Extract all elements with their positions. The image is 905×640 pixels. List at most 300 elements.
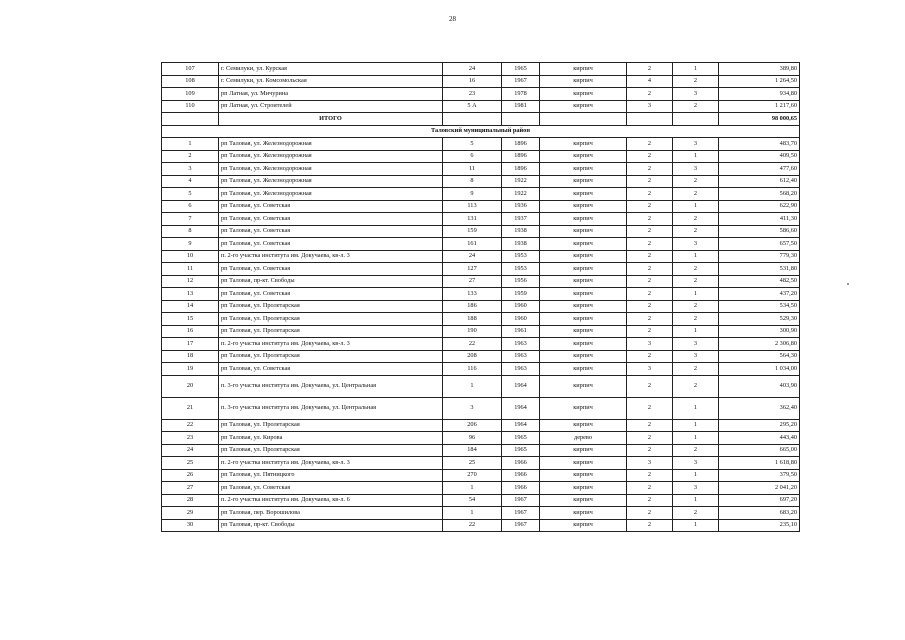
table-row bbox=[162, 263, 800, 276]
house-number-cell: 9 bbox=[443, 188, 502, 201]
house-number-cell: 54 bbox=[443, 494, 502, 507]
wall-material-cell: кирпич bbox=[540, 494, 627, 507]
wall-material-cell: кирпич bbox=[540, 507, 627, 520]
address-cell: рп Таловая, ул. Советская bbox=[219, 238, 443, 251]
wall-material-cell: кирпич bbox=[540, 519, 627, 532]
address-cell: рп Таловая, ул. Железнодорожная bbox=[219, 150, 443, 163]
address-cell: г. Семилуки, ул. Комсомольская bbox=[219, 75, 443, 88]
house-number-cell: 127 bbox=[443, 263, 502, 276]
entrances-cell: 2 bbox=[673, 363, 719, 376]
table-row bbox=[162, 63, 800, 76]
floors-cell: 2 bbox=[627, 263, 673, 276]
row-number: 16 bbox=[162, 325, 219, 338]
wall-material-cell: кирпич bbox=[540, 175, 627, 188]
floors-cell: 2 bbox=[627, 300, 673, 313]
year-built-cell: 1896 bbox=[502, 163, 540, 176]
floors-cell: 2 bbox=[627, 238, 673, 251]
area-cell: 622,90 bbox=[719, 200, 800, 213]
year-built-cell: 1964 bbox=[502, 419, 540, 432]
table-row bbox=[162, 75, 800, 88]
year-built-cell: 1960 bbox=[502, 313, 540, 326]
section-title: Таловский муниципальный район bbox=[162, 125, 800, 138]
year-built-cell: 1953 bbox=[502, 263, 540, 276]
house-number-cell: 96 bbox=[443, 432, 502, 445]
house-number-cell: 190 bbox=[443, 325, 502, 338]
address-cell: рп Таловая, ул. Советская bbox=[219, 288, 443, 301]
wall-material-cell: кирпич bbox=[540, 163, 627, 176]
wall-material-cell: кирпич bbox=[540, 350, 627, 363]
year-built-cell: 1936 bbox=[502, 200, 540, 213]
row-number: 107 bbox=[162, 63, 219, 76]
table-row bbox=[162, 188, 800, 201]
house-number-cell: 5 bbox=[443, 138, 502, 151]
wall-material-cell: кирпич bbox=[540, 238, 627, 251]
year-built-cell: 1922 bbox=[502, 188, 540, 201]
floors-cell: 2 bbox=[627, 250, 673, 263]
entrances-cell: 1 bbox=[673, 397, 719, 419]
address-cell: п. 2-го участка института им. Докучаева, кв-л. 3 bbox=[219, 457, 443, 470]
entrances-cell: 3 bbox=[673, 88, 719, 101]
floors-cell: 2 bbox=[627, 63, 673, 76]
address-cell: рп Таловая, ул. Советская bbox=[219, 200, 443, 213]
entrances-cell: 2 bbox=[673, 188, 719, 201]
house-number-cell: 133 bbox=[443, 288, 502, 301]
wall-material-cell: кирпич bbox=[540, 457, 627, 470]
row-number: 27 bbox=[162, 482, 219, 495]
wall-material-cell: кирпич bbox=[540, 250, 627, 263]
area-cell: 389,80 bbox=[719, 63, 800, 76]
year-built-cell: 1956 bbox=[502, 275, 540, 288]
house-number-cell: 11 bbox=[443, 163, 502, 176]
address-cell: рп Таловая, ул. Кирова bbox=[219, 432, 443, 445]
address-cell: рп Таловая, ул. Советская bbox=[219, 263, 443, 276]
year-built-cell: 1967 bbox=[502, 519, 540, 532]
table-row bbox=[162, 494, 800, 507]
area-cell: 443,40 bbox=[719, 432, 800, 445]
house-number-cell: 1 bbox=[443, 375, 502, 397]
row-number: 24 bbox=[162, 444, 219, 457]
entrances-cell: 1 bbox=[673, 469, 719, 482]
section-header-row bbox=[162, 125, 800, 138]
area-cell: 1 034,00 bbox=[719, 363, 800, 376]
entrances-cell: 2 bbox=[673, 313, 719, 326]
total-row bbox=[162, 113, 800, 126]
row-number: 29 bbox=[162, 507, 219, 520]
area-cell: 934,80 bbox=[719, 88, 800, 101]
area-cell: 2 306,80 bbox=[719, 338, 800, 351]
entrances-cell: 2 bbox=[673, 100, 719, 113]
table-row bbox=[162, 363, 800, 376]
year-built-cell: 1978 bbox=[502, 88, 540, 101]
year-built-cell: 1922 bbox=[502, 175, 540, 188]
address-cell: рп Таловая, ул. Пятницкого bbox=[219, 469, 443, 482]
address-cell: рп Таловая, ул. Железнодорожная bbox=[219, 163, 443, 176]
entrances-cell: 3 bbox=[673, 163, 719, 176]
year-built-cell: 1963 bbox=[502, 338, 540, 351]
wall-material-cell: кирпич bbox=[540, 325, 627, 338]
table-row bbox=[162, 238, 800, 251]
area-cell: 362,40 bbox=[719, 397, 800, 419]
house-number-cell: 270 bbox=[443, 469, 502, 482]
entrances-cell: 2 bbox=[673, 225, 719, 238]
row-number: 109 bbox=[162, 88, 219, 101]
wall-material-cell: кирпич bbox=[540, 263, 627, 276]
address-cell: рп Таловая, ул. Советская bbox=[219, 225, 443, 238]
floors-cell: 2 bbox=[627, 138, 673, 151]
entrances-cell: 2 bbox=[673, 507, 719, 520]
year-built-cell: 1981 bbox=[502, 100, 540, 113]
area-cell: 1 217,60 bbox=[719, 100, 800, 113]
floors-cell: 2 bbox=[627, 469, 673, 482]
year-built-cell: 1965 bbox=[502, 444, 540, 457]
address-cell: п. 2-го участка института им. Докучаева, кв-л. 6 bbox=[219, 494, 443, 507]
wall-material-cell: кирпич bbox=[540, 469, 627, 482]
wall-material-cell: кирпич bbox=[540, 397, 627, 419]
house-number-cell: 6 bbox=[443, 150, 502, 163]
entrances-cell: 2 bbox=[673, 263, 719, 276]
wall-material-cell: кирпич bbox=[540, 138, 627, 151]
housing-register-table bbox=[161, 62, 800, 532]
year-built-cell: 1967 bbox=[502, 507, 540, 520]
row-number: 30 bbox=[162, 519, 219, 532]
area-cell: 409,50 bbox=[719, 150, 800, 163]
row-number: 11 bbox=[162, 263, 219, 276]
page-number: 28 bbox=[449, 15, 456, 23]
address-cell: г. Семилуки, ул. Курская bbox=[219, 63, 443, 76]
row-number: 28 bbox=[162, 494, 219, 507]
total-label: ИТОГО bbox=[219, 113, 443, 126]
table-row bbox=[162, 397, 800, 419]
floors-cell: 3 bbox=[627, 363, 673, 376]
entrances-cell: 2 bbox=[673, 375, 719, 397]
entrances-cell: 1 bbox=[673, 432, 719, 445]
address-cell: п. 3-го участка института им. Докучаева, ул. Центральная bbox=[219, 397, 443, 419]
entrances-cell: 3 bbox=[673, 238, 719, 251]
row-number: 9 bbox=[162, 238, 219, 251]
house-number-cell: 24 bbox=[443, 63, 502, 76]
row-number: 5 bbox=[162, 188, 219, 201]
house-number-cell: 5 А bbox=[443, 100, 502, 113]
floors-cell: 3 bbox=[627, 338, 673, 351]
floors-cell: 2 bbox=[627, 163, 673, 176]
address-cell: рп Таловая, ул. Железнодорожная bbox=[219, 138, 443, 151]
area-cell: 586,60 bbox=[719, 225, 800, 238]
area-cell: 235,10 bbox=[719, 519, 800, 532]
table-body-talovsky-district bbox=[162, 138, 800, 532]
house-number-cell: 206 bbox=[443, 419, 502, 432]
wall-material-cell: кирпич bbox=[540, 275, 627, 288]
table-row bbox=[162, 175, 800, 188]
table-total-block bbox=[162, 113, 800, 138]
year-built-cell: 1961 bbox=[502, 325, 540, 338]
area-cell: 1 618,80 bbox=[719, 457, 800, 470]
house-number-cell: 22 bbox=[443, 519, 502, 532]
table-row bbox=[162, 469, 800, 482]
entrances-cell: 2 bbox=[673, 75, 719, 88]
row-number: 110 bbox=[162, 100, 219, 113]
row-number: 14 bbox=[162, 300, 219, 313]
row-number: 12 bbox=[162, 275, 219, 288]
floors-cell: 2 bbox=[627, 419, 673, 432]
year-built-cell: 1896 bbox=[502, 150, 540, 163]
house-number-cell: 116 bbox=[443, 363, 502, 376]
wall-material-cell: кирпич bbox=[540, 419, 627, 432]
area-cell: 531,80 bbox=[719, 263, 800, 276]
entrances-cell: 2 bbox=[673, 444, 719, 457]
row-number: 26 bbox=[162, 469, 219, 482]
scan-speck bbox=[847, 283, 849, 285]
entrances-cell: 2 bbox=[673, 175, 719, 188]
year-built-cell: 1953 bbox=[502, 250, 540, 263]
table-row bbox=[162, 519, 800, 532]
row-number: 1 bbox=[162, 138, 219, 151]
floors-cell: 3 bbox=[627, 457, 673, 470]
floors-cell: 2 bbox=[627, 200, 673, 213]
area-cell: 483,70 bbox=[719, 138, 800, 151]
address-cell: рп Таловая, ул. Пролетарская bbox=[219, 313, 443, 326]
address-cell: рп Таловая, пр-кт. Свободы bbox=[219, 275, 443, 288]
house-number-cell: 184 bbox=[443, 444, 502, 457]
row-number: 8 bbox=[162, 225, 219, 238]
address-cell: рп Таловая, ул. Советская bbox=[219, 363, 443, 376]
table-row bbox=[162, 457, 800, 470]
year-built-cell: 1966 bbox=[502, 482, 540, 495]
house-number-cell: 208 bbox=[443, 350, 502, 363]
row-number: 6 bbox=[162, 200, 219, 213]
area-cell: 529,30 bbox=[719, 313, 800, 326]
row-number: 13 bbox=[162, 288, 219, 301]
area-cell: 657,50 bbox=[719, 238, 800, 251]
floors-cell: 2 bbox=[627, 432, 673, 445]
house-number-cell: 3 bbox=[443, 397, 502, 419]
row-number: 3 bbox=[162, 163, 219, 176]
area-cell: 612,40 bbox=[719, 175, 800, 188]
year-built-cell: 1967 bbox=[502, 75, 540, 88]
floors-cell: 2 bbox=[627, 397, 673, 419]
wall-material-cell: дерево bbox=[540, 432, 627, 445]
entrances-cell: 2 bbox=[673, 300, 719, 313]
year-built-cell: 1959 bbox=[502, 288, 540, 301]
floors-cell: 2 bbox=[627, 88, 673, 101]
table-row bbox=[162, 419, 800, 432]
house-number-cell: 188 bbox=[443, 313, 502, 326]
area-cell: 300,90 bbox=[719, 325, 800, 338]
row-number: 4 bbox=[162, 175, 219, 188]
floors-cell: 2 bbox=[627, 519, 673, 532]
wall-material-cell: кирпич bbox=[540, 63, 627, 76]
entrances-cell: 3 bbox=[673, 138, 719, 151]
area-cell: 1 264,50 bbox=[719, 75, 800, 88]
address-cell: рп Таловая, ул. Пролетарская bbox=[219, 350, 443, 363]
entrances-cell: 2 bbox=[673, 213, 719, 226]
table-row bbox=[162, 100, 800, 113]
table-row bbox=[162, 444, 800, 457]
year-built-cell: 1964 bbox=[502, 397, 540, 419]
row-number: 25 bbox=[162, 457, 219, 470]
table-body-previous-district bbox=[162, 63, 800, 113]
table-row bbox=[162, 250, 800, 263]
row-number: 10 bbox=[162, 250, 219, 263]
floors-cell: 2 bbox=[627, 213, 673, 226]
area-cell: 534,50 bbox=[719, 300, 800, 313]
address-cell: рп Таловая, ул. Железнодорожная bbox=[219, 188, 443, 201]
area-cell: 568,20 bbox=[719, 188, 800, 201]
wall-material-cell: кирпич bbox=[540, 338, 627, 351]
row-number: 17 bbox=[162, 338, 219, 351]
row-number: 108 bbox=[162, 75, 219, 88]
table-row bbox=[162, 163, 800, 176]
house-number-cell: 159 bbox=[443, 225, 502, 238]
entrances-cell: 1 bbox=[673, 150, 719, 163]
wall-material-cell: кирпич bbox=[540, 363, 627, 376]
area-cell: 683,20 bbox=[719, 507, 800, 520]
floors-cell: 2 bbox=[627, 275, 673, 288]
table-row bbox=[162, 432, 800, 445]
table-row bbox=[162, 338, 800, 351]
house-number-cell: 1 bbox=[443, 482, 502, 495]
table-row bbox=[162, 313, 800, 326]
entrances-cell: 2 bbox=[673, 275, 719, 288]
wall-material-cell: кирпич bbox=[540, 313, 627, 326]
floors-cell: 4 bbox=[627, 75, 673, 88]
floors-cell: 2 bbox=[627, 494, 673, 507]
address-cell: рп Таловая, ул. Пролетарская bbox=[219, 419, 443, 432]
wall-material-cell: кирпич bbox=[540, 375, 627, 397]
address-cell: рп Таловая, пер. Ворошилова bbox=[219, 507, 443, 520]
address-cell: рп Таловая, ул. Пролетарская bbox=[219, 444, 443, 457]
address-cell: рп Таловая, ул. Советская bbox=[219, 482, 443, 495]
floors-cell: 2 bbox=[627, 313, 673, 326]
table-row bbox=[162, 213, 800, 226]
row-number: 2 bbox=[162, 150, 219, 163]
row-number: 18 bbox=[162, 350, 219, 363]
house-number-cell: 8 bbox=[443, 175, 502, 188]
area-cell: 2 041,20 bbox=[719, 482, 800, 495]
area-cell: 379,50 bbox=[719, 469, 800, 482]
floors-cell: 2 bbox=[627, 175, 673, 188]
year-built-cell: 1938 bbox=[502, 225, 540, 238]
row-number: 19 bbox=[162, 363, 219, 376]
wall-material-cell: кирпич bbox=[540, 300, 627, 313]
area-cell: 697,20 bbox=[719, 494, 800, 507]
wall-material-cell: кирпич bbox=[540, 225, 627, 238]
house-number-cell: 131 bbox=[443, 213, 502, 226]
area-cell: 295,20 bbox=[719, 419, 800, 432]
year-built-cell: 1966 bbox=[502, 457, 540, 470]
floors-cell: 2 bbox=[627, 444, 673, 457]
area-cell: 437,20 bbox=[719, 288, 800, 301]
area-cell: 477,60 bbox=[719, 163, 800, 176]
floors-cell: 2 bbox=[627, 350, 673, 363]
entrances-cell: 3 bbox=[673, 338, 719, 351]
table-row bbox=[162, 150, 800, 163]
wall-material-cell: кирпич bbox=[540, 188, 627, 201]
area-cell: 411,30 bbox=[719, 213, 800, 226]
area-cell: 403,90 bbox=[719, 375, 800, 397]
area-cell: 482,50 bbox=[719, 275, 800, 288]
wall-material-cell: кирпич bbox=[540, 88, 627, 101]
entrances-cell: 1 bbox=[673, 325, 719, 338]
row-number: 23 bbox=[162, 432, 219, 445]
table-row bbox=[162, 300, 800, 313]
year-built-cell: 1964 bbox=[502, 375, 540, 397]
row-number: 22 bbox=[162, 419, 219, 432]
entrances-cell: 1 bbox=[673, 200, 719, 213]
year-built-cell: 1896 bbox=[502, 138, 540, 151]
address-cell: рп Таловая, пр-кт. Свободы bbox=[219, 519, 443, 532]
floors-cell: 2 bbox=[627, 325, 673, 338]
address-cell: п. 3-го участка института им. Докучаева, ул. Центральная bbox=[219, 375, 443, 397]
address-cell: рп Таловая, ул. Железнодорожная bbox=[219, 175, 443, 188]
floors-cell: 2 bbox=[627, 188, 673, 201]
house-number-cell: 25 bbox=[443, 457, 502, 470]
table-row bbox=[162, 138, 800, 151]
total-value: 98 000,65 bbox=[719, 113, 800, 126]
table-row bbox=[162, 275, 800, 288]
area-cell: 779,30 bbox=[719, 250, 800, 263]
wall-material-cell: кирпич bbox=[540, 150, 627, 163]
house-number-cell: 24 bbox=[443, 250, 502, 263]
floors-cell: 2 bbox=[627, 150, 673, 163]
table-row bbox=[162, 350, 800, 363]
floors-cell: 2 bbox=[627, 375, 673, 397]
entrances-cell: 1 bbox=[673, 494, 719, 507]
table-row bbox=[162, 482, 800, 495]
entrances-cell: 1 bbox=[673, 63, 719, 76]
house-number-cell: 113 bbox=[443, 200, 502, 213]
house-number-cell: 1 bbox=[443, 507, 502, 520]
year-built-cell: 1938 bbox=[502, 238, 540, 251]
table-row bbox=[162, 325, 800, 338]
house-number-cell: 23 bbox=[443, 88, 502, 101]
row-number: 21 bbox=[162, 397, 219, 419]
row-number: 20 bbox=[162, 375, 219, 397]
wall-material-cell: кирпич bbox=[540, 482, 627, 495]
table-row bbox=[162, 225, 800, 238]
house-number-cell: 27 bbox=[443, 275, 502, 288]
wall-material-cell: кирпич bbox=[540, 213, 627, 226]
year-built-cell: 1960 bbox=[502, 300, 540, 313]
entrances-cell: 1 bbox=[673, 288, 719, 301]
area-cell: 564,30 bbox=[719, 350, 800, 363]
address-cell: п. 2-го участка института им. Докучаева, кв-л. 3 bbox=[219, 338, 443, 351]
entrances-cell: 3 bbox=[673, 457, 719, 470]
address-cell: рп Таловая, ул. Пролетарская bbox=[219, 325, 443, 338]
year-built-cell: 1965 bbox=[502, 432, 540, 445]
floors-cell: 3 bbox=[627, 100, 673, 113]
wall-material-cell: кирпич bbox=[540, 444, 627, 457]
floors-cell: 2 bbox=[627, 482, 673, 495]
house-number-cell: 16 bbox=[443, 75, 502, 88]
address-cell: п. 2-го участка института им. Докучаева, кв-л. 3 bbox=[219, 250, 443, 263]
entrances-cell: 1 bbox=[673, 519, 719, 532]
address-cell: рп Таловая, ул. Пролетарская bbox=[219, 300, 443, 313]
table-row bbox=[162, 288, 800, 301]
year-built-cell: 1963 bbox=[502, 363, 540, 376]
table-row bbox=[162, 507, 800, 520]
wall-material-cell: кирпич bbox=[540, 288, 627, 301]
floors-cell: 2 bbox=[627, 507, 673, 520]
address-cell: рп Таловая, ул. Советская bbox=[219, 213, 443, 226]
house-number-cell: 161 bbox=[443, 238, 502, 251]
wall-material-cell: кирпич bbox=[540, 100, 627, 113]
wall-material-cell: кирпич bbox=[540, 75, 627, 88]
table-row bbox=[162, 200, 800, 213]
wall-material-cell: кирпич bbox=[540, 200, 627, 213]
floors-cell: 2 bbox=[627, 225, 673, 238]
address-cell: рп Латная, ул. Строителей bbox=[219, 100, 443, 113]
row-number: 15 bbox=[162, 313, 219, 326]
